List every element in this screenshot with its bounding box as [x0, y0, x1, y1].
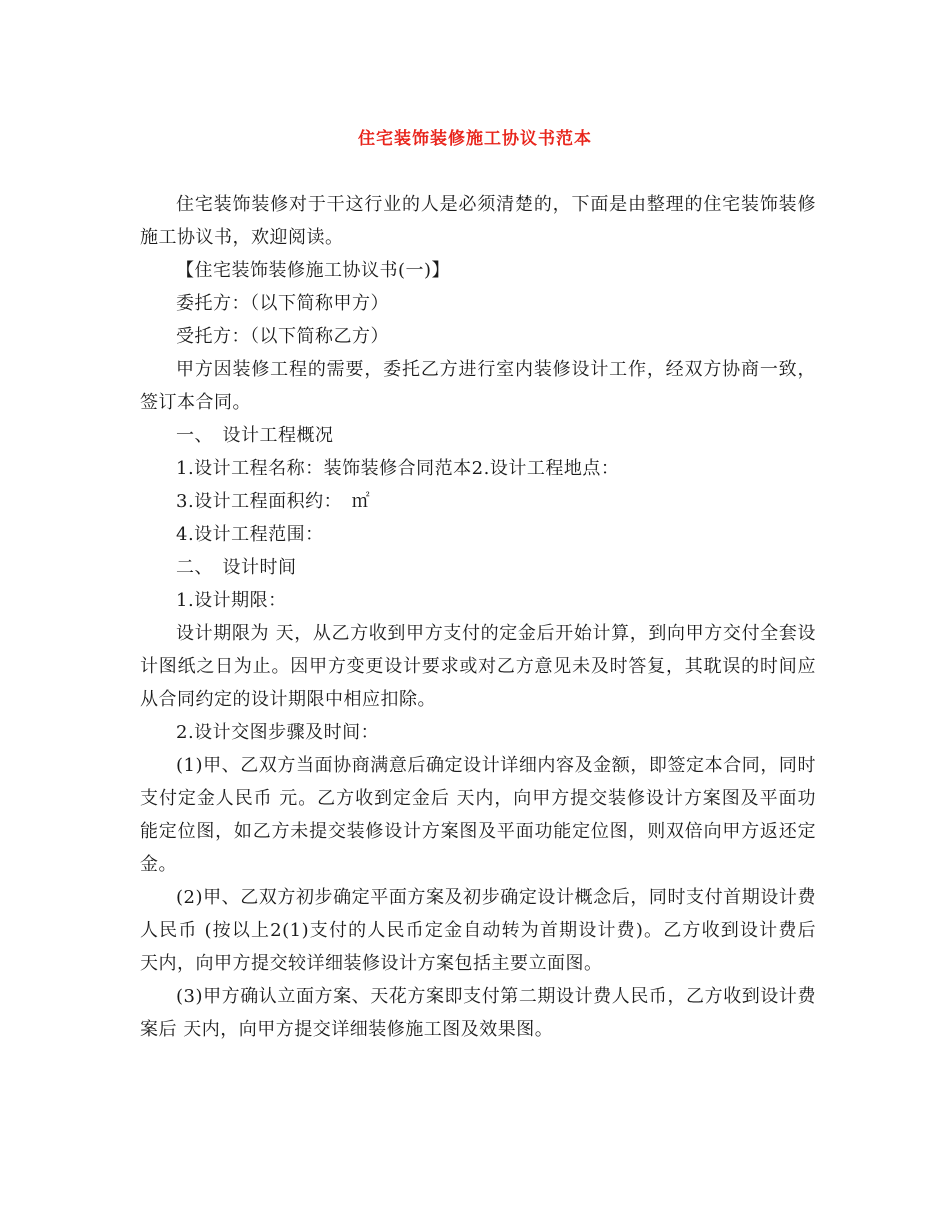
section-heading: 一、 设计工程概况 — [176, 425, 334, 446]
paragraph: 委托方：（以下简称甲方） — [176, 293, 389, 314]
paragraph: 【住宅装饰装修施工协议书(一)】 — [176, 260, 451, 281]
document-title: 住宅装饰装修施工协议书范本 — [358, 129, 592, 149]
paragraph: 4.设计工程范围： — [176, 524, 324, 545]
section-heading: 二、 设计时间 — [176, 557, 297, 578]
paragraph: (1)甲、乙双方当面协商满意后确定设计详细内容及金额，即签定本合同，同时支付定金人民币 元。乙方收到定金后 天内，向甲方提交装修设计方案图及平面功能定位图，如乙方未提交装修设计方案图及平面功能定位图，则双倍向甲方返还定金。 — [140, 755, 816, 875]
paragraph: 设计期限为 天，从乙方收到甲方支付的定金后开始计算，到向甲方交付全套设计图纸之日为止。因甲方变更设计要求或对乙方意见未及时答复，其耽误的时间应从合同约定的设计期限中相应扣除。 — [140, 623, 816, 710]
document-body — [140, 188, 816, 1046]
paragraph: 1.设计工程名称：装饰装修合同范本2.设计工程地点： — [176, 458, 620, 479]
paragraph: 住宅装饰装修对于干这行业的人是必须清楚的，下面是由整理的住宅装饰装修施工协议书，欢迎阅读。 — [140, 194, 816, 248]
paragraph: 2.设计交图步骤及时间： — [176, 722, 380, 743]
paragraph: (3)甲方确认立面方案、天花方案即支付第二期设计费人民币，乙方收到设计费案后 天内，向甲方提交详细装修施工图及效果图。 — [140, 986, 816, 1040]
paragraph: 甲方因装修工程的需要，委托乙方进行室内装修设计工作，经双方协商一致，签订本合同。 — [140, 359, 816, 413]
paragraph: 受托方：（以下简称乙方） — [176, 326, 389, 347]
paragraph: 3.设计工程面积约： ㎡ — [176, 491, 371, 512]
paragraph: (2)甲、乙双方初步确定平面方案及初步确定设计概念后，同时支付首期设计费人民币 (按以上2(1)支付的人民币定金自动转为首期设计费)。乙方收到设计费后 天内，向甲方提交较详细装修设计方案包括主要立面图。 — [140, 887, 816, 974]
paragraph: 1.设计期限： — [176, 590, 287, 611]
